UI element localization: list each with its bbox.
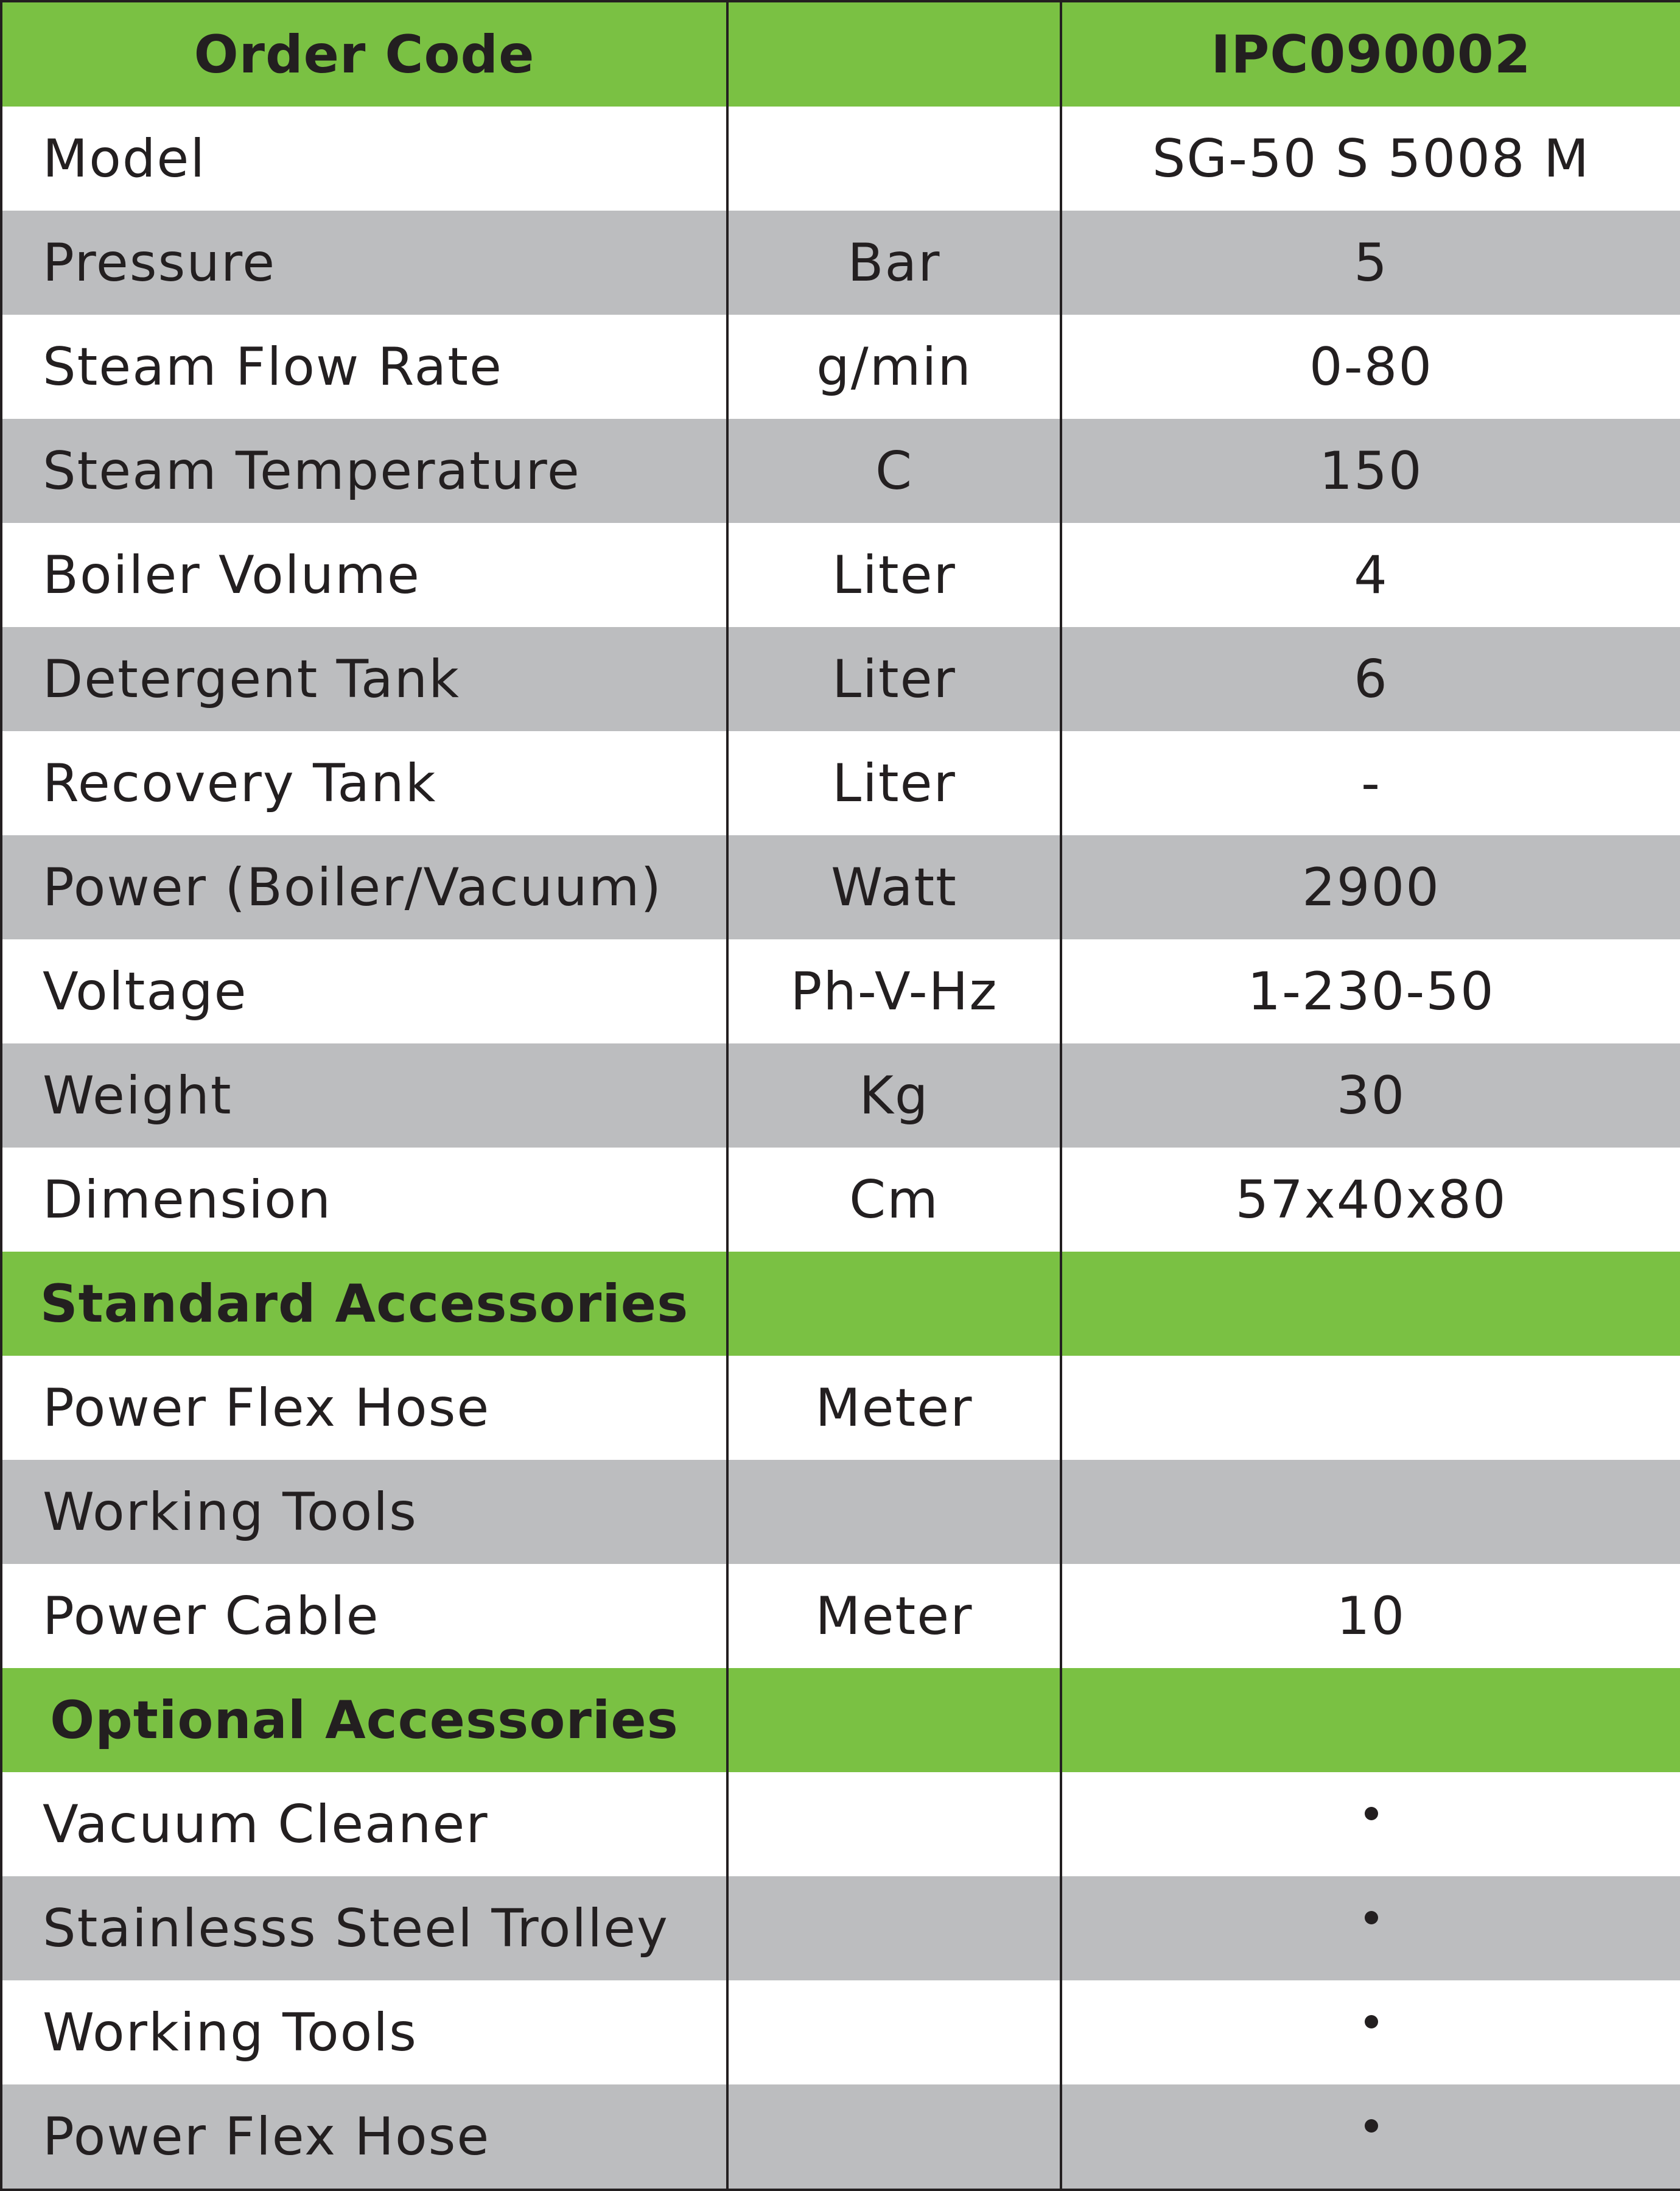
spec-value: 4 xyxy=(1061,523,1680,627)
accessory-label: Working Tools xyxy=(1,1980,727,2084)
spec-row-steam-flow-rate xyxy=(1,315,1680,419)
accessory-label: Working Tools xyxy=(1,1460,727,1564)
section-header-empty-cell xyxy=(727,1252,1061,1356)
spec-label: Detergent Tank xyxy=(1,627,727,731)
accessory-value: 10 xyxy=(1061,1564,1680,1668)
spec-label: Steam Temperature xyxy=(1,419,727,523)
section-header-empty-cell xyxy=(1061,1668,1680,1772)
bullet-dot-icon xyxy=(1365,2015,1378,2028)
spec-unit: Bar xyxy=(727,211,1061,315)
accessory-label: Power Cable xyxy=(1,1564,727,1668)
optional-accessory-row-power-flex-hose xyxy=(1,2084,1680,2190)
spec-value: 57x40x80 xyxy=(1061,1148,1680,1252)
spec-unit: Ph-V-Hz xyxy=(727,939,1061,1043)
spec-row-recovery-tank xyxy=(1,731,1680,835)
accessory-value xyxy=(1061,1460,1680,1564)
spec-row-power xyxy=(1,835,1680,939)
spec-unit xyxy=(727,107,1061,211)
bullet-dot-icon xyxy=(1365,1911,1378,1924)
spec-unit: Kg xyxy=(727,1043,1061,1148)
spec-label: Recovery Tank xyxy=(1,731,727,835)
spec-value: 150 xyxy=(1061,419,1680,523)
spec-label: Steam Flow Rate xyxy=(1,315,727,419)
accessory-included-cell xyxy=(1061,1772,1680,1876)
standard-accessory-row-power-flex-hose xyxy=(1,1356,1680,1460)
accessory-included-cell xyxy=(1061,2084,1680,2190)
order-code-header-row xyxy=(1,1,1680,107)
spec-row-voltage xyxy=(1,939,1680,1043)
spec-unit: Cm xyxy=(727,1148,1061,1252)
spec-value: 6 xyxy=(1061,627,1680,731)
accessory-unit: Meter xyxy=(727,1564,1061,1668)
accessory-unit: Meter xyxy=(727,1356,1061,1460)
accessory-unit xyxy=(727,2084,1061,2190)
spec-row-steam-temperature xyxy=(1,419,1680,523)
spec-unit: Liter xyxy=(727,627,1061,731)
spec-label: Boiler Volume xyxy=(1,523,727,627)
optional-accessories-header-row xyxy=(1,1668,1680,1772)
order-code-value: IPC090002 xyxy=(1061,1,1680,107)
accessory-included-cell xyxy=(1061,1876,1680,1980)
spec-row-pressure xyxy=(1,211,1680,315)
section-header-empty-cell xyxy=(1061,1252,1680,1356)
optional-accessory-row-working-tools xyxy=(1,1980,1680,2084)
spec-value: 1-230-50 xyxy=(1061,939,1680,1043)
spec-label: Voltage xyxy=(1,939,727,1043)
optional-accessory-row-stainless-steel-trolley xyxy=(1,1876,1680,1980)
accessory-label: Power Flex Hose xyxy=(1,2084,727,2190)
spec-unit: Liter xyxy=(727,731,1061,835)
spec-value: - xyxy=(1061,731,1680,835)
standard-accessory-row-power-cable xyxy=(1,1564,1680,1668)
order-code-unit-cell xyxy=(727,1,1061,107)
optional-accessories-title: Optional Accessories xyxy=(1,1668,727,1772)
spec-label: Weight xyxy=(1,1043,727,1148)
standard-accessories-title: Standard Accessories xyxy=(1,1252,727,1356)
standard-accessories-header-row xyxy=(1,1252,1680,1356)
spec-label: Dimension xyxy=(1,1148,727,1252)
accessory-unit xyxy=(727,1460,1061,1564)
bullet-dot-icon xyxy=(1365,2119,1378,2133)
spec-unit: Liter xyxy=(727,523,1061,627)
accessory-unit xyxy=(727,1980,1061,2084)
spec-label: Power (Boiler/Vacuum) xyxy=(1,835,727,939)
spec-unit: C xyxy=(727,419,1061,523)
spec-value: 0-80 xyxy=(1061,315,1680,419)
accessory-label: Power Flex Hose xyxy=(1,1356,727,1460)
spec-value: 2900 xyxy=(1061,835,1680,939)
accessory-label: Stainlesss Steel Trolley xyxy=(1,1876,727,1980)
accessory-unit xyxy=(727,1772,1061,1876)
accessory-label: Vacuum Cleaner xyxy=(1,1772,727,1876)
order-code-label: Order Code xyxy=(1,1,727,107)
standard-accessory-row-working-tools xyxy=(1,1460,1680,1564)
spec-label: Model xyxy=(1,107,727,211)
optional-accessory-row-vacuum-cleaner xyxy=(1,1772,1680,1876)
spec-label: Pressure xyxy=(1,211,727,315)
spec-value: 30 xyxy=(1061,1043,1680,1148)
spec-row-detergent-tank xyxy=(1,627,1680,731)
spec-row-boiler-volume xyxy=(1,523,1680,627)
accessory-value xyxy=(1061,1356,1680,1460)
spec-unit: Watt xyxy=(727,835,1061,939)
accessory-included-cell xyxy=(1061,1980,1680,2084)
spec-row-dimension xyxy=(1,1148,1680,1252)
accessory-unit xyxy=(727,1876,1061,1980)
spec-row-weight xyxy=(1,1043,1680,1148)
spec-row-model xyxy=(1,107,1680,211)
bullet-dot-icon xyxy=(1365,1807,1378,1820)
spec-value: SG-50 S 5008 M xyxy=(1061,107,1680,211)
spec-value: 5 xyxy=(1061,211,1680,315)
spec-unit: g/min xyxy=(727,315,1061,419)
section-header-empty-cell xyxy=(727,1668,1061,1772)
